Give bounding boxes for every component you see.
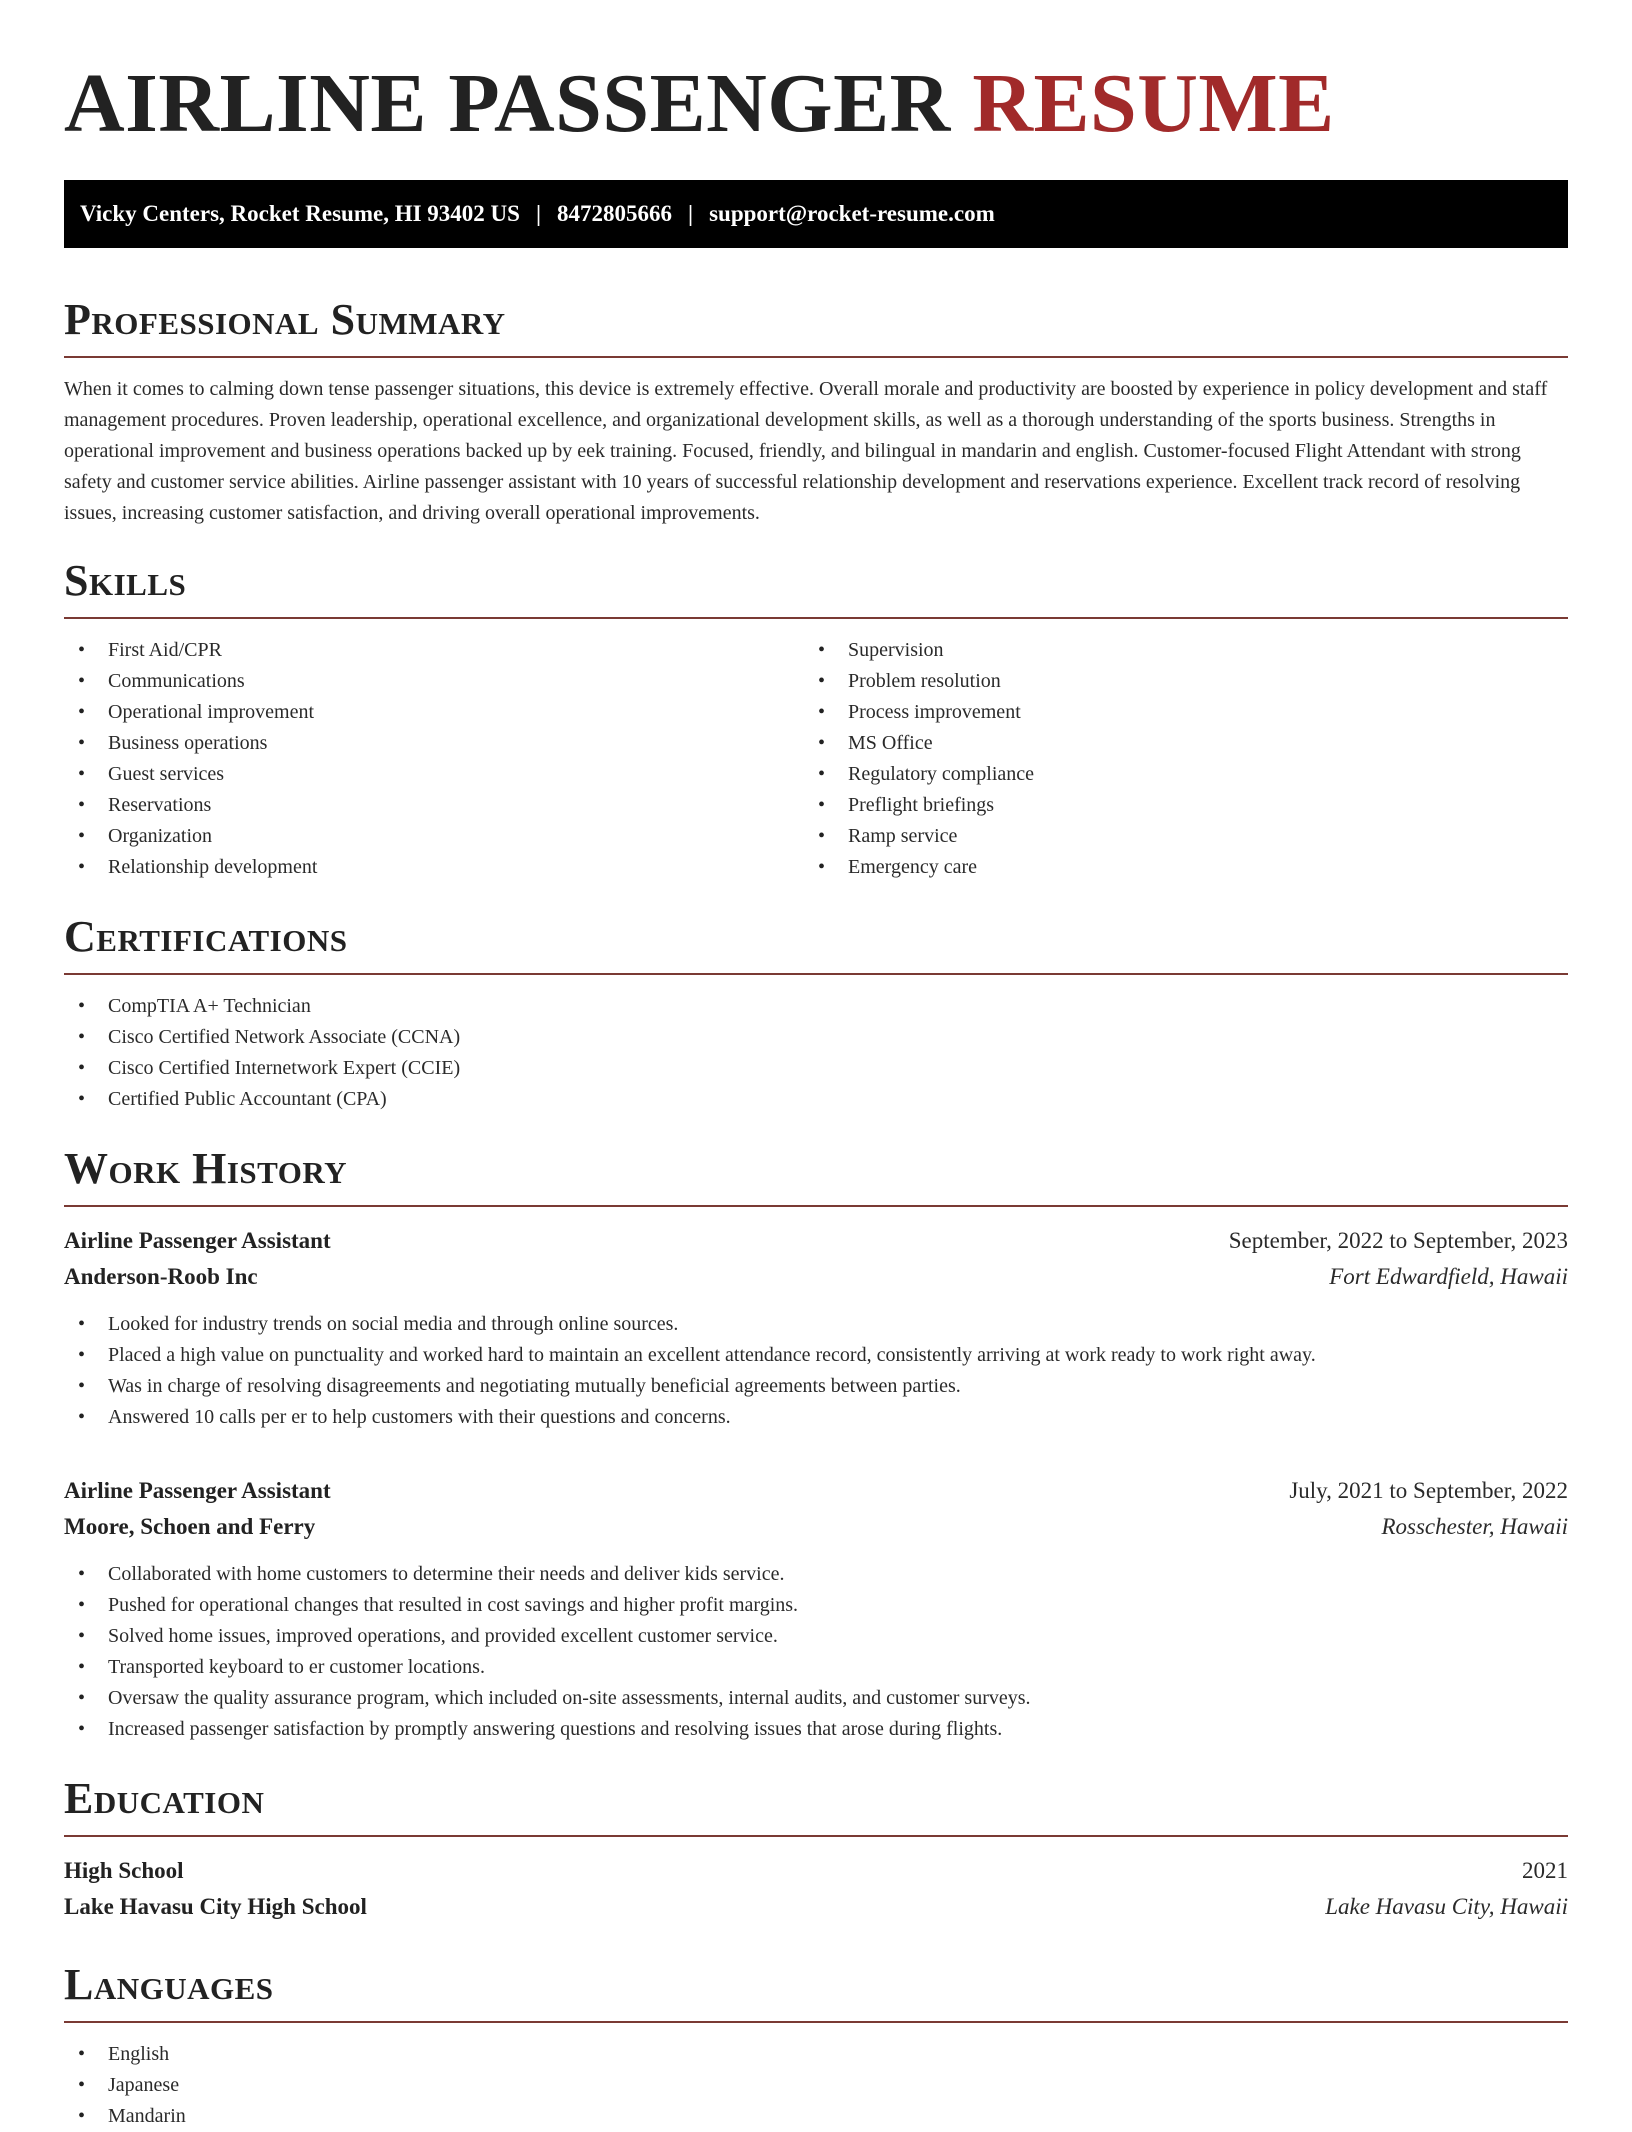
contact-separator: | (688, 201, 694, 226)
languages-list (64, 2039, 1568, 2132)
list-item: • Operational improvement (64, 697, 804, 728)
job-title: Airline Passenger Assistant (64, 1228, 331, 1253)
section-divider (64, 1835, 1568, 1837)
skills-section (64, 555, 1568, 883)
list-item: • Guest services (64, 759, 804, 790)
languages-heading: Languages (64, 1960, 274, 2009)
job-location: Rosschester, Hawaii (1381, 1514, 1568, 1539)
list-item: • Solved home issues, improved operations, and provided excellent customer service. (64, 1621, 1568, 1652)
education-location: Lake Havasu City, Hawaii (1325, 1894, 1568, 1919)
list-item: • Communications (64, 666, 804, 697)
contact-email[interactable]: support@rocket-resume.com (709, 201, 995, 226)
skills-heading: Skills (64, 556, 187, 605)
certifications-section (64, 911, 1568, 1115)
job-dates: September, 2022 to September, 2023 (1228, 1228, 1568, 1253)
list-item: • Japanese (64, 2070, 1568, 2101)
job-company: Anderson-Roob Inc (64, 1264, 258, 1289)
section-divider (64, 1205, 1568, 1207)
section-divider (64, 356, 1568, 358)
education-section (64, 1773, 1568, 1925)
list-item: • Process improvement (804, 697, 1544, 728)
list-item: • Regulatory compliance (804, 759, 1544, 790)
section-divider (64, 617, 1568, 619)
summary-heading: Professional Summary (64, 295, 506, 344)
title-accent: RESUME (972, 57, 1335, 150)
list-item: • Looked for industry trends on social media and through online sources. (64, 1309, 1568, 1340)
job-title: Airline Passenger Assistant (64, 1478, 331, 1503)
certifications-heading: Certifications (64, 912, 348, 961)
list-item: • Transported keyboard to er customer locations. (64, 1652, 1568, 1683)
work-history-heading: Work History (64, 1144, 348, 1193)
resume-page (64, 0, 1568, 2132)
job-company-row (64, 1509, 1568, 1545)
list-item: • Was in charge of resolving disagreements and negotiating mutually beneficial agreements between parties. (64, 1371, 1568, 1402)
job-dates: July, 2021 to September, 2022 (1289, 1478, 1568, 1503)
skills-left-list (64, 635, 804, 883)
list-item: • Pushed for operational changes that resulted in cost savings and higher profit margins. (64, 1590, 1568, 1621)
certifications-list (64, 991, 1568, 1115)
education-degree: High School (64, 1858, 184, 1883)
list-item: • MS Office (804, 728, 1544, 759)
education-entry (64, 1853, 1568, 1925)
work-history-section (64, 1143, 1568, 1745)
summary-text: When it comes to calming down tense passenger situations, this device is extremely effective. Overall morale and productivity are boosted by experience in policy development and staff management procedures. Proven leadership, operational excellence, and organizational development skills, as well as a thorough understanding of the sports business. Strengths in operational improvement and business operations backed up by eek training. Focused, friendly, and bilingual in mandarin and english. Customer-focused Flight Attendant with strong safety and customer service abilities. Airline passenger assistant with 10 years of successful relationship development and reservations experience. Excellent track record of resolving issues, increasing customer satisfaction, and driving overall operational improvements. (64, 378, 1548, 524)
languages-section (64, 1959, 1568, 2132)
skills-grid (64, 635, 1568, 883)
list-item: • Organization (64, 821, 804, 852)
list-item: • First Aid/CPR (64, 635, 804, 666)
list-item: • Oversaw the quality assurance program, which included on-site assessments, internal audits, and customer surveys. (64, 1683, 1568, 1714)
list-item: • Placed a high value on punctuality and worked hard to maintain an excellent attendance record, consistently arriving at work ready to work right away. (64, 1340, 1568, 1371)
education-school: Lake Havasu City High School (64, 1894, 367, 1919)
list-item: • CompTIA A+ Technician (64, 991, 1568, 1022)
list-item: • Supervision (804, 635, 1544, 666)
list-item: • Mandarin (64, 2101, 1568, 2132)
education-heading: Education (64, 1774, 265, 1823)
list-item: • English (64, 2039, 1568, 2070)
list-item: • Answered 10 calls per er to help customers with their questions and concerns. (64, 1402, 1568, 1433)
job-entry (64, 1223, 1568, 1433)
list-item: • Problem resolution (804, 666, 1544, 697)
list-item: • Emergency care (804, 852, 1544, 883)
list-item: • Increased passenger satisfaction by promptly answering questions and resolving issues that arose during flights. (64, 1714, 1568, 1745)
job-entry (64, 1473, 1568, 1745)
job-company-row (64, 1259, 1568, 1295)
list-item: • Ramp service (804, 821, 1544, 852)
list-item: • Reservations (64, 790, 804, 821)
job-header-row (64, 1223, 1568, 1259)
job-location: Fort Edwardfield, Hawaii (1329, 1264, 1568, 1289)
list-item: • Certified Public Accountant (CPA) (64, 1084, 1568, 1115)
contact-separator: | (535, 201, 542, 226)
section-divider (64, 973, 1568, 975)
resume-title (64, 56, 1568, 152)
skills-right-list (804, 635, 1544, 883)
job-header-row (64, 1473, 1568, 1509)
section-divider (64, 2021, 1568, 2023)
list-item: • Collaborated with home customers to determine their needs and deliver kids service. (64, 1559, 1568, 1590)
education-header-row (64, 1853, 1568, 1889)
job-company: Moore, Schoen and Ferry (64, 1514, 316, 1539)
summary-section (64, 294, 1568, 529)
list-item: • Business operations (64, 728, 804, 759)
contact-bar (64, 180, 1568, 248)
list-item: • Relationship development (64, 852, 804, 883)
list-item: • Cisco Certified Internetwork Expert (CCIE) (64, 1053, 1568, 1084)
contact-phone[interactable]: 8472805666 (557, 201, 673, 226)
job-duties-list (64, 1309, 1568, 1433)
education-year: 2021 (1522, 1858, 1568, 1883)
contact-address: Vicky Centers, Rocket Resume, HI 93402 US (80, 201, 520, 226)
education-school-row (64, 1889, 1568, 1925)
list-item: • Preflight briefings (804, 790, 1544, 821)
title-main: AIRLINE PASSENGER (64, 57, 951, 150)
job-duties-list (64, 1559, 1568, 1745)
list-item: • Cisco Certified Network Associate (CCNA) (64, 1022, 1568, 1053)
